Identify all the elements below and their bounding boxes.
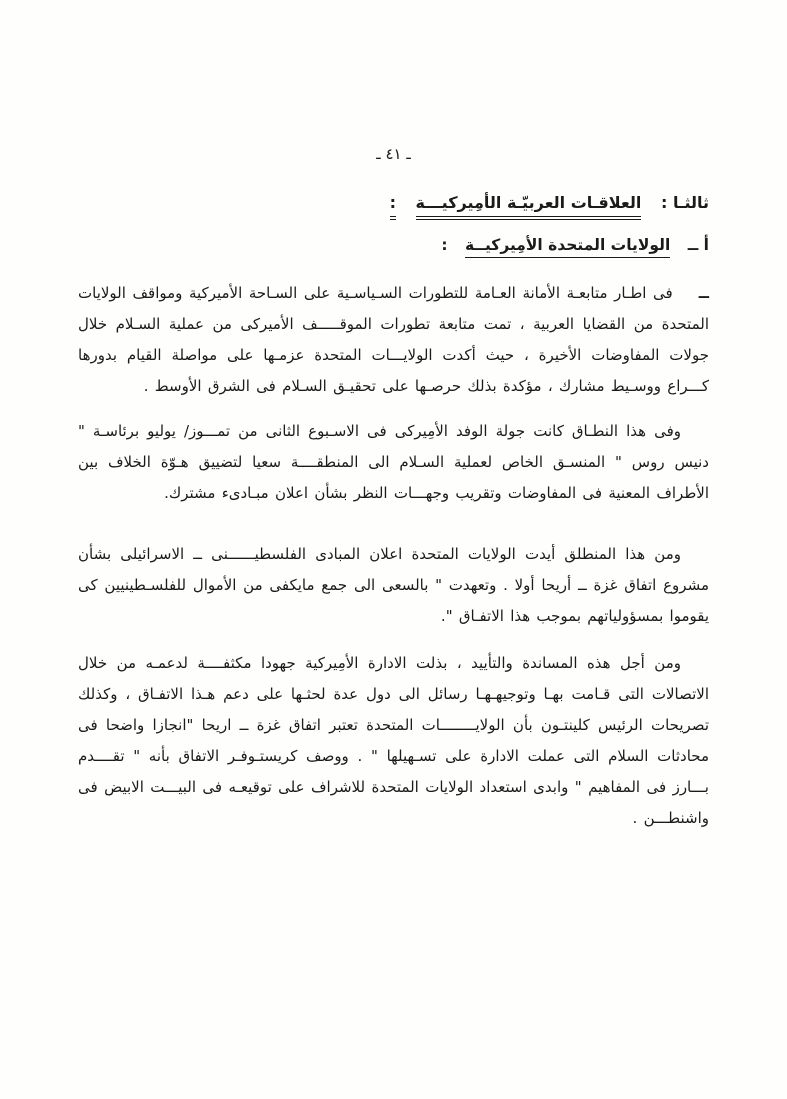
subsection-heading-label: أ ــ [687, 236, 709, 254]
paragraph-text: وفى هذا النطـاق كانت جولة الوفد الأمِيركى فى الاسـبوع الثانى من تمـــوز/ يوليو برئاسـة " دنيس روس " المنسـق الخاص لعملية السـلام الى المنطقــــة سعيا لتضييق هـوّة الخلاف بين الأطراف المعنية فى المفاوضات وتقريب وجهـــات النظر بشأن اعلان مبـادىء مشترك. [78, 422, 709, 502]
subsection-heading-colon: : [441, 236, 448, 254]
paragraph [78, 278, 709, 402]
section-heading-label: ثالثـا : [661, 193, 709, 212]
paragraph [78, 416, 709, 509]
section-heading-title: العلاقـات العربيّـة الأمِيركيـــة [416, 193, 642, 220]
section-heading-colon: : [390, 193, 396, 220]
paragraph-text: ومن هذا المنطلق أيدت الولايات المتحدة اعلان المبادى الفلسطيــــــنى ــ الاسرائيلى بشأن مشروع اتفاق غزة ــ أريحا أولا . وتعهدت " بالسعى الى جمع مايكفى من الأموال للفلسـطينيين كى يقوموا بمسؤولياتهم بموجب هذا الاتفـاق ". [78, 545, 709, 625]
document-body [78, 278, 709, 834]
paragraph [78, 648, 709, 834]
paragraph-dash-marker: ــ [698, 284, 709, 302]
subsection-heading-title: الولايات المتحدة الأمِيركيــة [465, 236, 670, 258]
paragraph-text: ومن أجل هذه المساندة والتأييد ، بذلت الادارة الأمِيركية جهودا مكثفــــة لدعمـه من خلال الاتصالات التى قـامت بهـا وتوجيهـهـا رسائل الى دول عدة لحثـها على دعم هـذا الاتفـاق ، وكذلك تصريحات الرئيس كلينتـون بأن الولايــــــــات المتحدة تعتبر اتفاق غزة ــ اريحا "انجازا واضحا فى محادثات السلام التى عملت الادارة على تسـهيلها " . ووصف كريستـوفـر الاتفاق بأنه " تقــــدم بـــارز فى المفاهيم " وابدى استعداد الولايات المتحدة للاشراف على توقيعـه فى البيـــت الابيض فى واشنطـــن . [78, 654, 709, 827]
paragraph [78, 539, 709, 632]
subsection-heading [78, 236, 709, 254]
paragraph-text: فى اطـار متابعـة الأمانة العـامة للتطورات السـياسـية على السـاحة الأميركية ومواقف الولايات المتحدة من القضايا العربية ، تمت متابعة تطورات الموقـــــف الأميركى من عملية السـلام خلال جولات المفاوضات الأخيرة ، حيث أكدت الولايـــات المتحدة عزمـها على مواصلة القيام بدورها كـــراع ووسـيط مشارك ، مؤكدة بذلك حرصـها على تحقيـق السـلام فى الشرق الأوسط . [78, 284, 709, 395]
page-number: ـ ٤١ ـ [376, 145, 411, 163]
section-heading [78, 193, 709, 212]
